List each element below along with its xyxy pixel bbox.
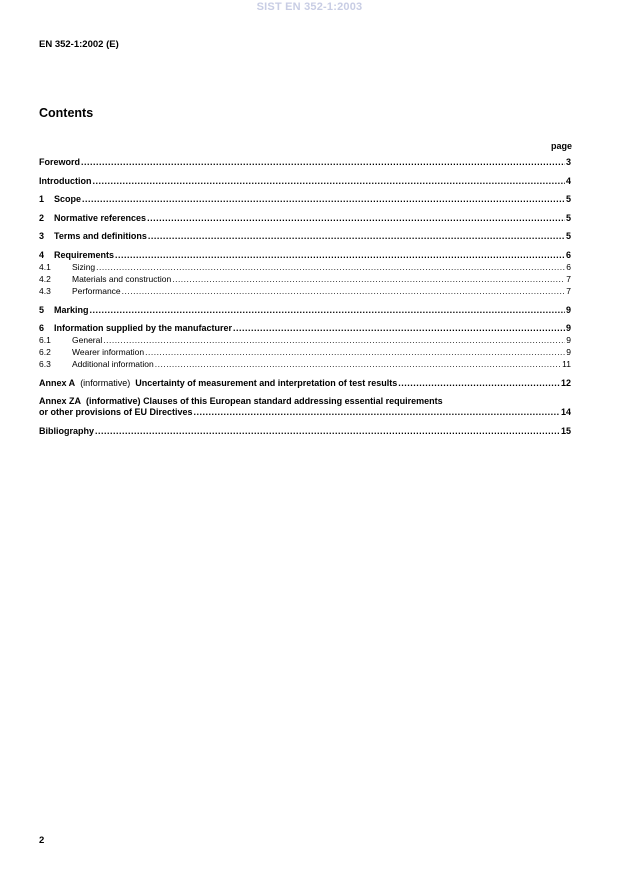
- toc-entry-page: 12: [560, 377, 571, 388]
- toc-entry-label: Uncertainty of measurement and interpretation of test results: [135, 377, 398, 388]
- toc-entry-page: 9: [566, 347, 571, 358]
- document-id: EN 352-1:2002 (E): [39, 39, 119, 50]
- toc-entry-page: 15: [560, 425, 571, 436]
- toc-entry-label: Bibliography: [39, 425, 95, 436]
- toc-entry-annex-za[interactable]: [39, 396, 571, 418]
- toc-entry-additional-information[interactable]: [39, 358, 571, 370]
- toc-entry-number: 6.3: [39, 359, 51, 370]
- watermark: SIST EN 352-1:2003: [256, 1, 363, 13]
- toc-entry-number: 3: [39, 231, 45, 242]
- toc-entry-page: 5: [565, 231, 571, 242]
- toc-entry-materials-and-construction[interactable]: [39, 273, 571, 285]
- toc-entry-page: 5: [565, 212, 571, 223]
- toc-entry-label: Introduction: [39, 175, 92, 186]
- toc-entry-page: 3: [565, 157, 571, 167]
- toc-entry-performance[interactable]: [39, 285, 571, 297]
- toc-entry-number: 2: [39, 212, 45, 223]
- toc-entry-page: 9: [565, 304, 571, 315]
- toc-entry-page: 11: [562, 359, 571, 370]
- toc-entry-number: 4.1: [39, 261, 51, 272]
- toc-entry-normative-references[interactable]: [39, 213, 571, 224]
- toc-entry-page: 9: [565, 323, 571, 334]
- toc-entry-label: Materials and construction: [72, 273, 172, 284]
- toc-entry-number: 6.1: [39, 335, 51, 346]
- toc-entry-sizing[interactable]: [39, 261, 571, 273]
- toc-entry-introduction[interactable]: [39, 176, 571, 187]
- page-column-label: page: [550, 141, 572, 151]
- toc-entry-label: Terms and definitions: [54, 231, 147, 242]
- page-number: 2: [39, 835, 45, 846]
- toc-entry-terms-and-definitions[interactable]: [39, 231, 571, 242]
- toc-entry-foreword[interactable]: [39, 157, 571, 168]
- toc-entry-label: Requirements: [54, 249, 115, 260]
- toc-entry-label: Information supplied by the manufacturer: [54, 323, 233, 334]
- page-title: Contents: [39, 106, 94, 120]
- toc-entry-page: 5: [565, 194, 571, 205]
- toc-entry-label: or other provisions of EU Directives: [39, 407, 193, 418]
- toc-entry-page: 7: [566, 273, 571, 284]
- toc-entry-page: 7: [566, 285, 571, 296]
- toc-entry-label: Wearer information: [72, 347, 145, 358]
- toc-entry-scope[interactable]: [39, 194, 571, 205]
- toc-entry-annex-prefix: Annex ZA: [39, 396, 82, 407]
- toc-entry-label: Performance: [72, 285, 121, 296]
- toc-entry-label: Normative references: [54, 212, 147, 223]
- toc-entry-general[interactable]: [39, 334, 571, 346]
- toc-entry-number: 6.2: [39, 347, 51, 358]
- toc-entry-number: 6: [39, 323, 45, 334]
- toc-entry-annex-a[interactable]: [39, 378, 571, 389]
- toc-entry-label: Sizing: [72, 261, 96, 272]
- toc-entry-bibliography[interactable]: [39, 426, 571, 437]
- toc-entry-number: 4.3: [39, 285, 51, 296]
- toc-entry-label: Foreword: [39, 157, 81, 167]
- toc-entry-annex-qualifier: (informative): [80, 377, 131, 388]
- toc-entry-page: 4: [565, 175, 571, 186]
- toc-entry-label: Scope: [54, 194, 82, 205]
- toc-entry-label: General: [72, 335, 103, 346]
- toc-entry-number: 4: [39, 249, 45, 260]
- table-of-contents: [39, 157, 571, 437]
- toc-entry-label: Marking: [54, 304, 89, 315]
- toc-entry-label: Additional information: [72, 359, 154, 370]
- toc-entry-number: 5: [39, 304, 45, 315]
- toc-entry-page: 6: [566, 261, 571, 272]
- toc-entry-marking[interactable]: [39, 305, 571, 316]
- toc-entry-page: 9: [566, 335, 571, 346]
- toc-entry-page: 6: [565, 249, 571, 260]
- toc-entry-label-line1: Clauses of this European standard addressing essential requirements: [143, 396, 443, 407]
- toc-entry-information-supplied[interactable]: [39, 323, 571, 334]
- toc-entry-annex-prefix: Annex A: [39, 377, 76, 388]
- toc-entry-page: 14: [560, 407, 571, 418]
- toc-entry-number: 4.2: [39, 273, 51, 284]
- toc-entry-number: 1: [39, 194, 45, 205]
- toc-entry-wearer-information[interactable]: [39, 346, 571, 358]
- toc-entry-requirements[interactable]: [39, 250, 571, 261]
- toc-entry-annex-qualifier: (informative): [86, 396, 141, 407]
